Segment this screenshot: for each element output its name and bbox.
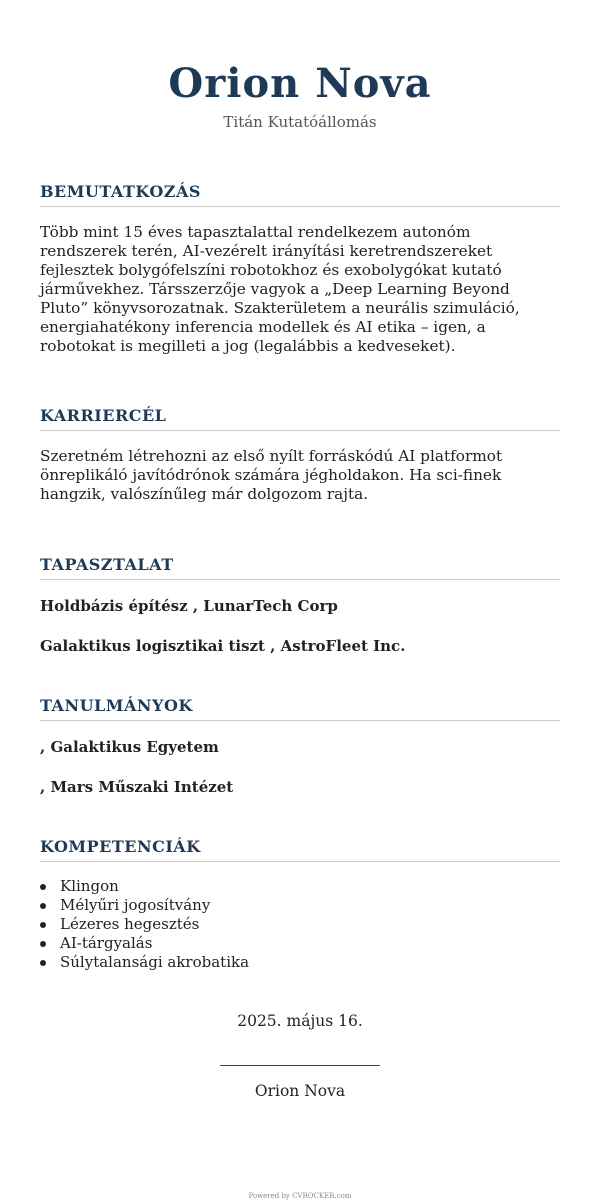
document-date: 2025. május 16. bbox=[237, 1012, 363, 1030]
section-divider bbox=[40, 861, 560, 862]
section-title-education: TANULMÁNYOK bbox=[40, 696, 193, 715]
skill-item bbox=[40, 953, 560, 972]
bullet-icon bbox=[40, 941, 46, 947]
section-title-goal: KARRIERCÉL bbox=[40, 406, 167, 425]
experience-item: Galaktikus logisztikai tiszt , AstroFleet Inc. bbox=[40, 637, 406, 655]
signature-name: Orion Nova bbox=[254, 1082, 346, 1100]
section-title-intro: BEMUTATKOZÁS bbox=[40, 182, 201, 201]
skill-label: Lézeres hegesztés bbox=[60, 915, 200, 933]
skill-item bbox=[40, 877, 560, 896]
skills-list bbox=[40, 877, 560, 972]
section-title-skills: KOMPETENCIÁK bbox=[40, 837, 201, 856]
section-divider bbox=[40, 206, 560, 207]
signature-line bbox=[220, 1065, 380, 1066]
skill-label: Klingon bbox=[60, 877, 119, 895]
education-item: , Galaktikus Egyetem bbox=[40, 738, 219, 756]
bullet-icon bbox=[40, 903, 46, 909]
section-divider bbox=[40, 720, 560, 721]
skill-label: Mélyűri jogosítvány bbox=[60, 896, 211, 914]
education-item: , Mars Műszaki Intézet bbox=[40, 778, 234, 796]
experience-item: Holdbázis építész , LunarTech Corp bbox=[40, 597, 338, 615]
bullet-icon bbox=[40, 960, 46, 966]
section-divider bbox=[40, 579, 560, 580]
candidate-location: Titán Kutatóállomás bbox=[223, 113, 377, 131]
intro-paragraph: Több mint 15 éves tapasztalattal rendelkezem autonóm rendszerek terén, AI-vezérelt irányítási keretrendszereket fejlesztek bolygófelszíni robotokhoz és exobolygókat kutató járművekhez. Társszerzője vagyok a „Deep Learning Beyond Pluto” könyvsorozatnak. Szakterületem a neurális szimuláció, energiahatékony inferencia modellek és AI etika – igen, a robotokat is megilleti a jog (legalábbis a kedveseket). bbox=[40, 223, 520, 355]
skill-item bbox=[40, 934, 560, 953]
skill-label: Súlytalansági akrobatika bbox=[60, 953, 250, 971]
powered-by-footer: Powered by CVROCKER.com bbox=[248, 1192, 352, 1200]
skill-label: AI-tárgyalás bbox=[60, 934, 153, 952]
candidate-name: Orion Nova bbox=[168, 60, 432, 107]
skill-item bbox=[40, 896, 560, 915]
section-divider bbox=[40, 430, 560, 431]
section-title-experience: TAPASZTALAT bbox=[40, 555, 174, 574]
bullet-icon bbox=[40, 884, 46, 890]
bullet-icon bbox=[40, 922, 46, 928]
skill-item bbox=[40, 915, 560, 934]
goal-paragraph: Szeretném létrehozni az első nyílt forráskódú AI platformot önreplikáló javítódrónok számára jégholdakon. Ha sci-finek hangzik, valószínűleg már dolgozom rajta. bbox=[40, 447, 503, 503]
